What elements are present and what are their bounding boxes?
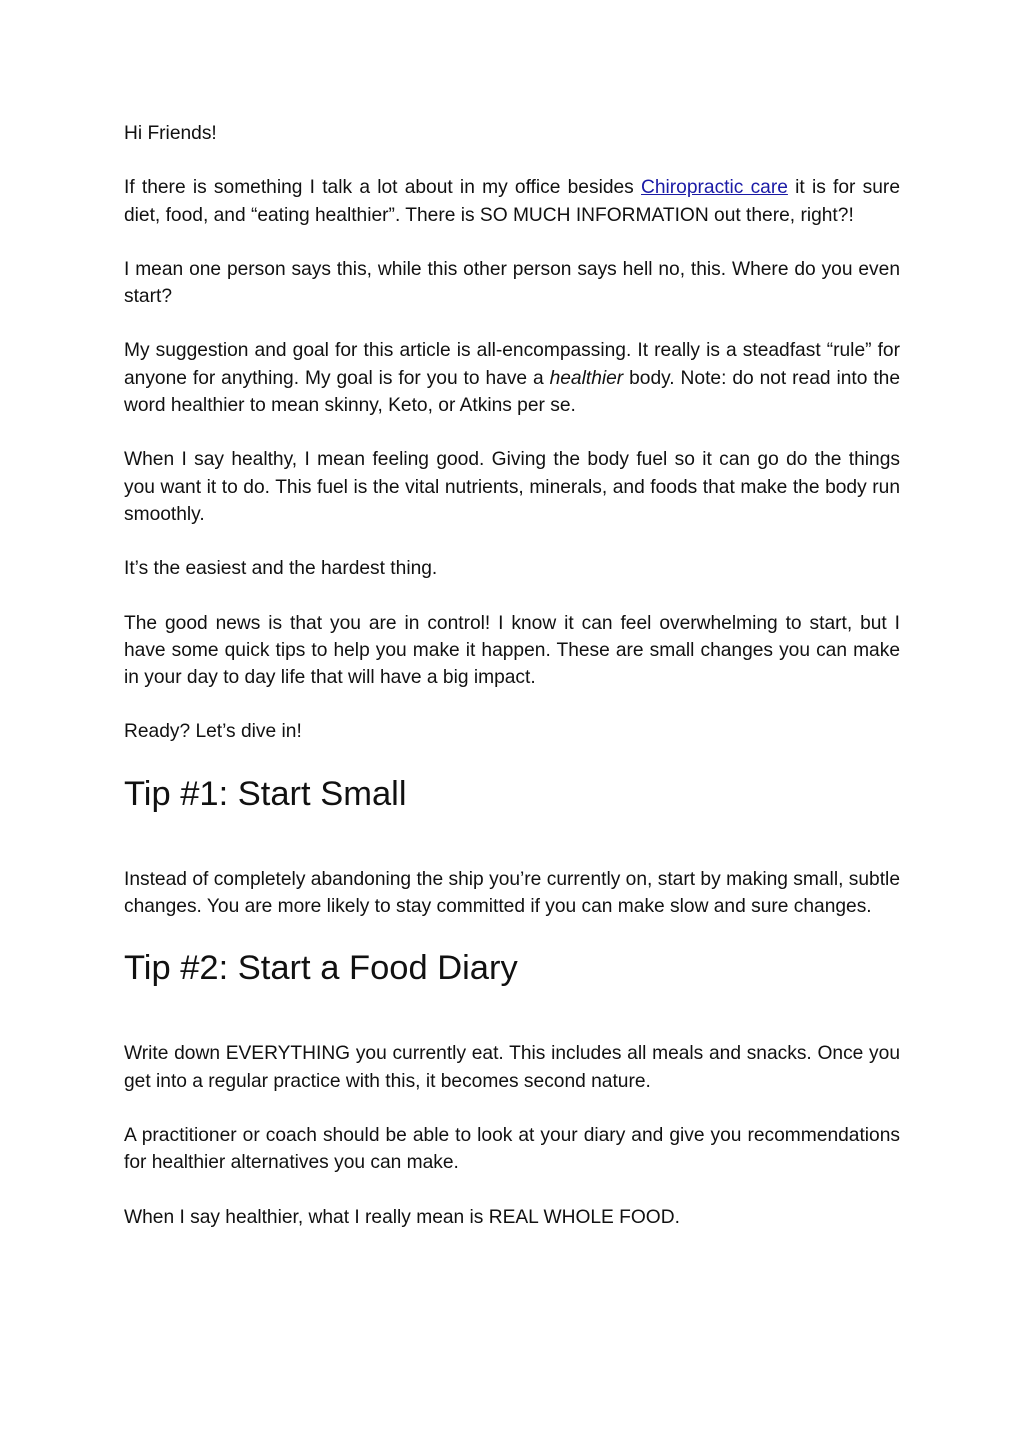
intro-text-before: If there is something I talk a lot about in my office besides: [124, 177, 641, 199]
suggestion-text-after: body. Note: do not read into the word healthier to mean skinny, Keto, or Atkins per se.: [124, 367, 900, 417]
greeting-paragraph: Hi Friends!: [124, 123, 217, 144]
tip2-body-3: When I say healthier, what I really mean is REAL WHOLE FOOD.: [124, 1206, 680, 1228]
ready-paragraph: Ready? Let’s dive in!: [124, 721, 302, 743]
good-news-paragraph: The good news is that you are in control! I know it can feel overwhelming to start, but I have some quick tips to help you make it happen. These are small changes you can make in your day to day life that will have a big impact.: [124, 612, 900, 689]
where-to-start-paragraph: I mean one person says this, while this other person says hell no, this. Where do you even start?: [124, 258, 900, 308]
suggestion-paragraph: [124, 337, 900, 419]
healthy-definition-paragraph: When I say healthy, I mean feeling good. Giving the body fuel so it can go do the things you want it to do. This fuel is the vital nutrients, minerals, and foods that make the body run smoothly.: [124, 449, 900, 525]
tip2-heading: Tip #2: Start a Food Diary: [124, 949, 518, 988]
easiest-hardest-paragraph: It’s the easiest and the hardest thing.: [124, 558, 438, 580]
intro-text-after: it is for sure diet, food, and “eating healthier”. There is SO MUCH INFORMATION out there, right?!: [124, 177, 900, 226]
tip1-heading: Tip #1: Start Small: [124, 774, 407, 813]
tip1-section-heading: [124, 773, 900, 815]
document-page: [124, 120, 900, 1258]
suggestion-text-before: My suggestion and goal for this article is all-encompassing. It really is a steadfast “rule” for anyone for anything. My goal is for you to have a: [124, 340, 900, 389]
intro-paragraph: [124, 174, 900, 229]
tip2-body-2: A practitioner or coach should be able to look at your diary and give you recommendations for healthier alternatives you can make.: [124, 1124, 900, 1174]
tip1-body: Instead of completely abandoning the ship you’re currently on, start by making small, subtle changes. You are more likely to stay committed if you can make slow and sure changes.: [124, 868, 900, 918]
tip2-section-heading: [124, 947, 900, 989]
tip2-body-1: Write down EVERYTHING you currently eat. This includes all meals and snacks. Once you get into a regular practice with this, it becomes second nature.: [124, 1043, 900, 1092]
healthier-emphasis: healthier: [549, 367, 624, 389]
chiropractic-care-link[interactable]: Chiropractic care: [641, 177, 788, 199]
